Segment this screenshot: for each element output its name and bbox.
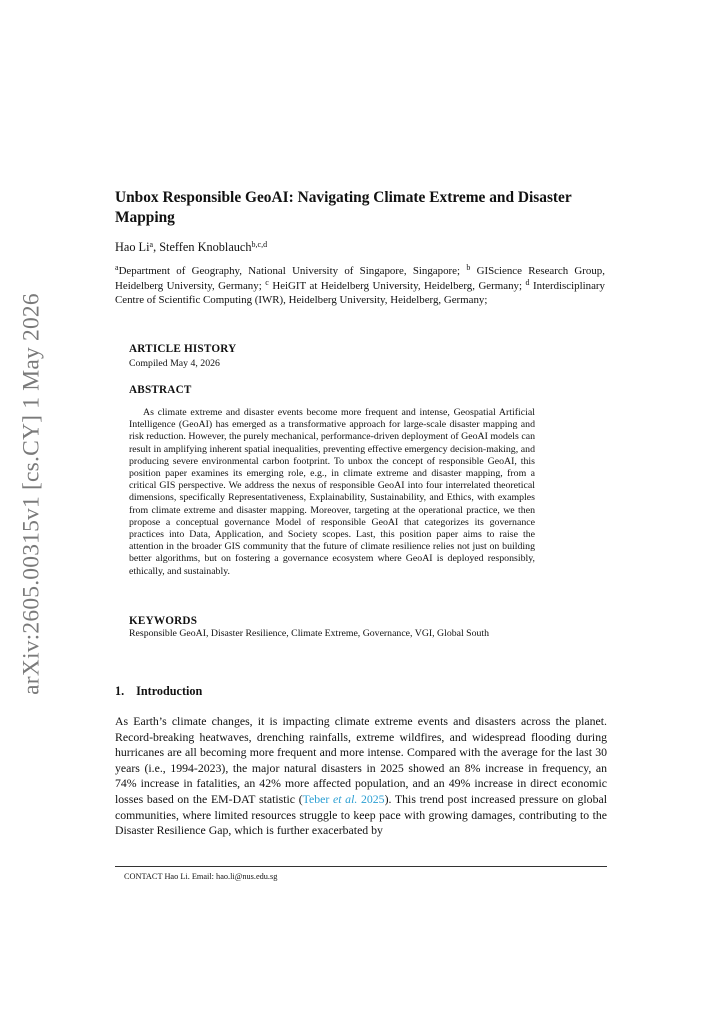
keywords-text: Responsible GeoAI, Disaster Resilience, Climate Extreme, Governance, VGI, Global South (129, 628, 490, 639)
affil-text: GIScience Research Group, Heidelberg University, Germany; (115, 265, 605, 292)
affil-mark: b (466, 263, 471, 272)
article-history-heading: ARTICLE HISTORY (129, 343, 237, 355)
arxiv-identifier-text: arXiv:2605.00315v1 [cs.CY] 1 May 2026 (18, 293, 45, 695)
author-affil-mark: b,c,d (251, 240, 268, 249)
arxiv-identifier (10, 293, 54, 695)
introduction-paragraph (115, 714, 607, 839)
abstract-heading: ABSTRACT (129, 384, 192, 396)
keywords-section (129, 615, 535, 640)
affil-text: HeiGIT at Heidelberg University, Heidelberg, Germany; (272, 279, 522, 292)
citation-author: Teber (302, 791, 333, 806)
introduction-heading (115, 684, 202, 699)
author-affil-mark: a (149, 240, 154, 249)
intro-text: As Earth’s climate changes, it is impacting climate extreme events and disasters across the planet. Record-breaking heatwaves, drenching rainfalls, extreme wildfires, and widespread flooding during hurricanes are all becoming more frequent and more intense. Compared with the average for the last 30 years (i.e., 1994-2023), the major natural disasters in 2025 showed an 8% increase in frequency, an 74% increase in fatalities, an 42% more affected population, and an 49% increase in direct economic losses based on the EM-DAT statistic ( (115, 714, 607, 806)
intro-text: ). This trend post increased pressure on global communities, where limited resources struggle to keep pace with growing damages, contributing to the Disaster Resilience Gap, which is further exacerbated by (115, 791, 607, 838)
section-number: 1. (115, 684, 125, 698)
author-list: Hao Li$^a$, Steffen Knoblauch$^{b,c,d}$ (115, 240, 268, 254)
author-name: Steffen Knoblauch (159, 240, 252, 254)
abstract-section (129, 384, 535, 578)
keywords-heading: KEYWORDS (129, 615, 198, 627)
affil-mark: a (115, 263, 119, 272)
author-name: Hao Li (115, 240, 150, 254)
citation-year: 2025 (357, 791, 385, 806)
affil-text: Interdisciplinary Centre of Scientific Computing (IWR), Heidelberg University, Heidelberg, Germany; (115, 279, 606, 307)
citation-link[interactable] (303, 792, 385, 806)
compiled-date: Compiled May 4, 2026 (129, 358, 220, 369)
footnote-rule (115, 866, 607, 867)
contact-footnote: CONTACT Hao Li. Email: hao.li@nus.edu.sg (124, 872, 278, 881)
affiliations (115, 264, 605, 308)
affil-mark: d (525, 277, 530, 287)
affil-mark: c (265, 277, 269, 287)
article-history (129, 343, 535, 370)
abstract-text: As climate extreme and disaster events become more frequent and intense, Geospatial Artificial Intelligence (GeoAI) has emerged as a transformative approach for large-scale disaster mapping and risk reduction. However, the purely mechanical, performance-driven deployment of GeoAI models can result in amplifying inherent spatial inequalities, preventing effective emergency decision-making, and producing severe environmental carbon footprint. To unbox the concept of responsible GeoAI, this position paper examines its emerging role, e.g., in climate extreme and disaster mapping, from a critical GIS perspective. We address the nexus of responsible GeoAI into four interrelated theoretical dimensions, specifically Representativeness, Explainability, Sustainability, and Ethics, with examples from climate extreme and disaster mapping. Moreover, targeting at the operational practice, we then propose a conceptual governance Model of responsible GeoAI that categorizes its governance practices into Data, Application, and Society scopes. Last, this position paper aims to raise the attention in the broader GIS community that the future of climate resilience relies not just on building better algorithms, but on fostering a governance ecosystem where GeoAI is deployed responsibly, ethically, and sustainably. (129, 407, 535, 577)
section-title: Introduction (136, 684, 203, 698)
paper-title: Unbox Responsible GeoAI: Navigating Climate Extreme and Disaster Mapping (115, 189, 572, 226)
citation-etal: et al. (332, 791, 358, 806)
affil-text: Department of Geography, National University of Singapore, Singapore; (118, 265, 461, 277)
